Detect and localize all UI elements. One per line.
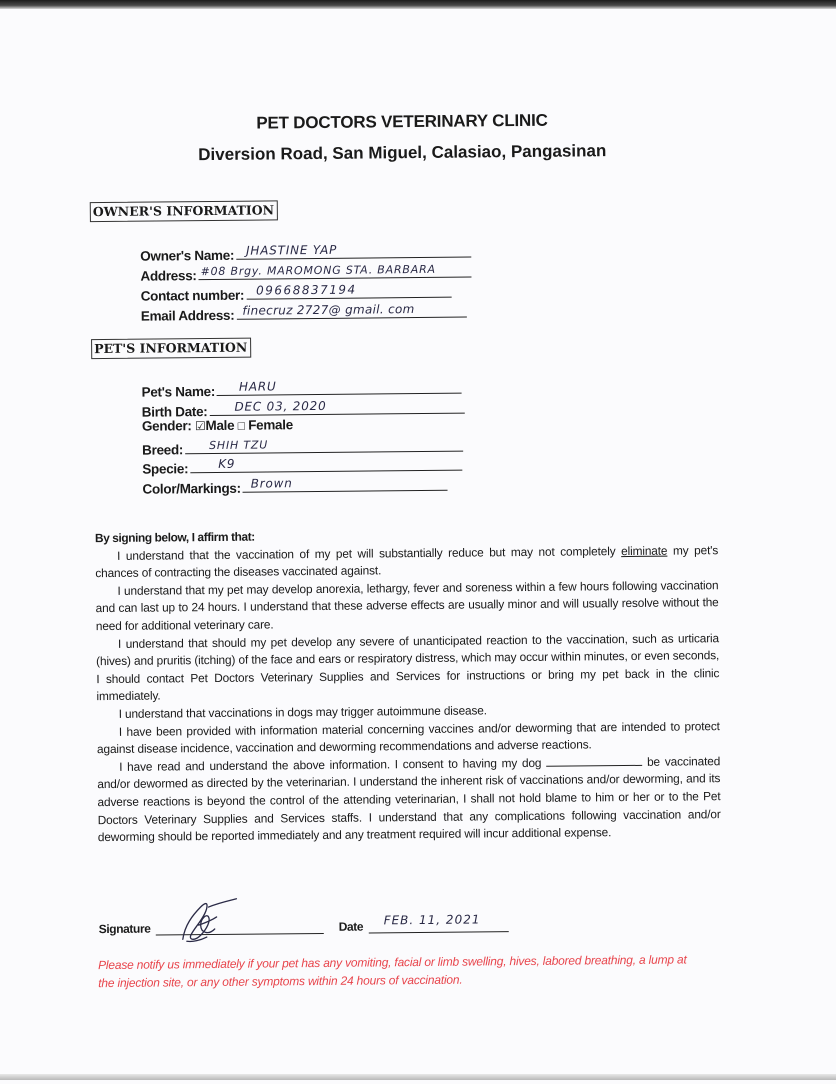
owner-email-label: Email Address: [140,307,235,324]
affirmation-lead: By signing below, I affirm that: [94,529,255,546]
pet-section-title: PET'S INFORMATION [91,338,251,360]
pet-name-line[interactable] [217,377,462,396]
affirmation-paragraph-3: I understand that should my pet develop any severe of unanticipated reaction to the vaccination, such as urticaria (hives) and pruritis (itching) of the face and ears or respiratory distress, which may occur within minutes, or even seconds, I should contact Pet Doctors Veterinary Supplies and Services for instructions or bring my pet back in the clinic immediately. [96,630,720,704]
pet-color-label: Color/Markings: [142,480,241,497]
pet-birth-label: Birth Date: [141,404,208,420]
pet-birth-field [142,397,465,420]
affirmation-section [95,524,721,847]
gender-male-checkbox[interactable]: ☑ [194,419,206,434]
owner-email-field [141,301,467,324]
owner-name-label: Owner's Name: [140,247,235,264]
clinic-name: PET DOCTORS VETERINARY CLINIC [256,110,548,133]
gender-male-label: Male [205,417,235,434]
owner-section-title: OWNER'S INFORMATION [90,200,278,222]
gender-female-checkbox[interactable]: □ [237,418,245,433]
owner-address-value: #08 Brgy. MAROMONG STA. BARBARA [200,262,436,279]
owner-contact-value: 09668837194 [256,282,357,298]
affirmation-p6-end: be vaccinated and/or dewormed as directed by the veterinarian. I understand the inherent risk of vaccinations and/or deworming, and its adverse reactions is beyond the control of the attending veterinarian, I shall not hold blame to him or her or to the Pet Doctors Veterinary Supplies and Services staffs. I understand that any complications following vaccination and/or deworming should be reported immediately and any treatment required will incur additional expense. [97,753,721,845]
pet-breed-label: Breed: [142,442,184,458]
signature-row [99,904,719,950]
gender-female-label: Female [248,417,293,433]
owner-name-line[interactable] [236,240,471,259]
date-label: Date [338,919,364,934]
pet-specie-value: K9 [218,456,236,471]
post-vaccination-notice: Please notify us immediately if your pet has any vomiting, facial or limb swelling, hives, labored breathing, a lump at the injection site, or any other symptoms within 24 hours of vaccination. [97,952,687,990]
owner-address-line[interactable] [198,260,471,280]
clinic-address: Diversion Road, San Miguel, Calasiao, Pangasinan [198,141,607,165]
scan-edge-bottom [0,1074,836,1080]
affirmation-paragraph-6 [97,753,721,847]
pet-gender-label: Gender: [141,418,192,434]
owner-email-line[interactable] [236,301,466,320]
signature-label: Signature [98,921,151,937]
affirmation-p6-start: I have read and understand the above information. I consent to having my dog [119,755,542,774]
pet-specie-line[interactable] [190,454,462,474]
owner-email-value: finecruz 2727@ gmail. com [242,302,415,318]
pet-birth-line[interactable] [209,397,464,416]
affirmation-paragraph-2: I understand that my pet may develop anorexia, lethargy, fever and soreness within a few hours following vaccination and can last up to 24 hours. I understand that these adverse effects are usually minor and will usually resolve without the need for additional veterinary care. [95,577,719,634]
affirmation-p1-underlined: eliminate [621,543,668,558]
pet-specie-label: Specie: [142,461,189,477]
pet-breed-line[interactable] [185,435,463,455]
pet-birth-value: DEC 03, 2020 [234,398,327,414]
affirmation-paragraph-4: I understand that vaccinations in dogs may trigger autoimmune disease. [118,703,487,721]
affirmation-paragraph-1 [95,542,718,583]
handwritten-signature [170,895,240,946]
owner-contact-line[interactable] [246,281,451,300]
pet-name-label: Pet's Name: [141,383,216,400]
dog-name-blank[interactable] [546,754,642,767]
pet-color-value: Brown [250,476,293,491]
date-line[interactable] [369,931,509,933]
affirmation-p1-end: my pet's chances of contracting the diseases vaccinated against. [95,542,719,581]
pet-breed-value: SHIH TZU [208,438,269,453]
affirmation-paragraph-5: I have been provided with information material concerning vaccines and/or deworming that are intended to protect against disease incidence, vaccination and deworming recommendations and adverse reactions. [96,718,720,757]
pet-gender-field [142,417,293,433]
pet-color-field [142,474,447,497]
owner-name-value: JHASTINE YAP [245,242,338,258]
owner-contact-label: Contact number: [140,287,245,304]
date-value: FEB. 11, 2021 [383,912,481,928]
pet-name-value: HARU [238,379,277,394]
owner-address-label: Address: [140,268,197,284]
pet-color-line[interactable] [243,474,448,493]
affirmation-p1-start: I understand that the vaccination of my pet will substantially reduce but may not completely [117,543,622,563]
